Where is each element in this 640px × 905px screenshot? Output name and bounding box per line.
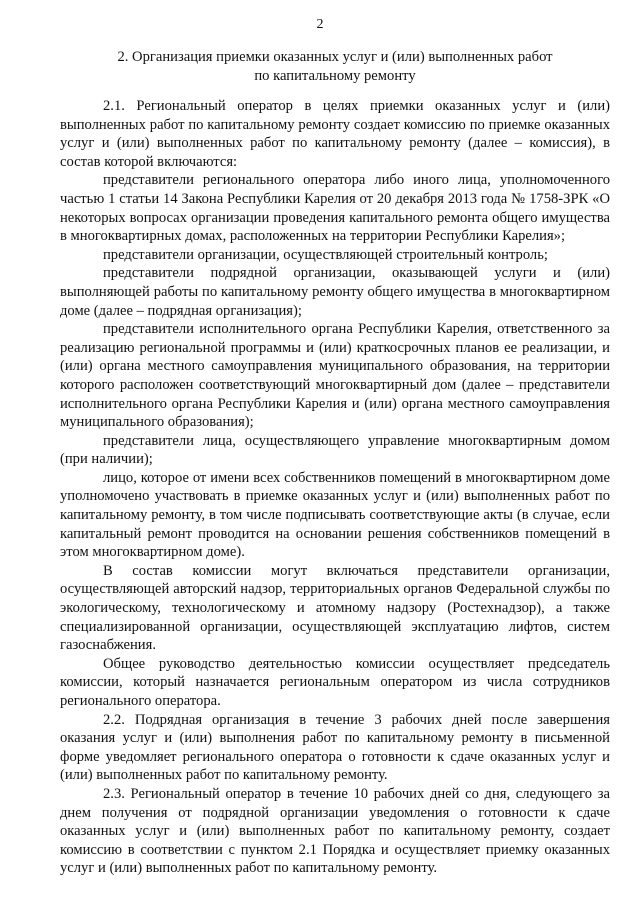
list-item-management-reps: представители лица, осуществляющего управление многоквартирным домом (при наличии);	[60, 432, 610, 468]
paragraph-2-1: 2.1. Региональный оператор в целях приемки оказанных услуг и (или) выполненных работ по капитальному ремонту создает комиссию по приемке оказанных услуг и (или) выполненных работ по капитальному ремонту (далее – комиссия), в состав которой включаются:	[60, 98, 610, 170]
section-heading	[60, 48, 610, 85]
list-item-contractor-reps: представители подрядной организации, оказывающей услуги и (или) выполняющей работы по капитальному ремонту общего имущества в многоквартирном доме (далее – подрядная организация);	[60, 265, 610, 319]
paragraph-commission-chair: Общее руководство деятельностью комиссии осуществляет председатель комиссии, который назначается региональным оператором из числа сотрудников регионального оператора.	[60, 655, 610, 709]
list-item-construction-control-reps: представители организации, осуществляющей строительный контроль;	[103, 246, 548, 263]
section-heading-line-2: по капитальному ремонту	[254, 67, 416, 84]
paragraph-2-3: 2.3. Региональный оператор в течение 10 рабочих дней со дня, следующего за днем получения от подрядной организации уведомления о готовности к сдаче оказанных услуг и (или) выполненных работ по капитальному ремонту, создает комиссию в соответствии с пунктом 2.1 Порядка и осуществляет приемку оказанных услуг и (или) выполненных работ по капитальному ремонту.	[60, 785, 610, 877]
list-item-executive-authority-reps: представители исполнительного органа Республики Карелия, ответственного за реализацию региональной программы и (или) краткосрочных планов ее реализации, и (или) органа местного самоуправления муниципального образования, на территории которого расположен соответствующий многоквартирный дом (далее – представители исполнительного органа Республики Карелия и (или) органа местного самоуправления муниципального образования);	[60, 321, 610, 431]
section-heading-line-1: 2. Организация приемки оказанных услуг и (или) выполненных работ	[117, 49, 553, 65]
document-body	[60, 97, 610, 878]
page-number: 2	[316, 17, 324, 32]
paragraph-optional-members: В состав комиссии могут включаться представители организации, осуществляющей авторский надзор, территориальных органов Федеральной службы по экологическому, технологическому и атомному надзору (Ростехнадзор), а также специализированной организации, осуществляющей эксплуатацию лифтов, систем газоснабжения.	[60, 562, 610, 654]
list-item-regional-operator-reps: представители регионального оператора либо иного лица, уполномоченного частью 1 статьи 14 Закона Республики Карелия от 20 декабря 2013 года № 1758-ЗРК «О некоторых вопросах организации проведения капитального ремонта общего имущества в многоквартирных домах, расположенных на территории Республики Карелия»;	[60, 172, 610, 245]
paragraph-2-2: 2.2. Подрядная организация в течение 3 рабочих дней после завершения оказания услуг и (или) выполнения работ по капитальному ремонту в письменной форме уведомляет регионального оператора о готовности к сдаче оказанных услуг и (или) выполненных работ по капитальному ремонту.	[60, 711, 610, 784]
list-item-owners-representative: лицо, которое от имени всех собственников помещений в многоквартирном доме уполномочено участвовать в приемке оказанных услуг и (или) выполненных работ по капитальному ремонту, в том числе подписывать соответствующие акты (в случае, если капитальный ремонт проводится на основании решения собственников помещений в этом многоквартирном доме).	[60, 469, 610, 561]
